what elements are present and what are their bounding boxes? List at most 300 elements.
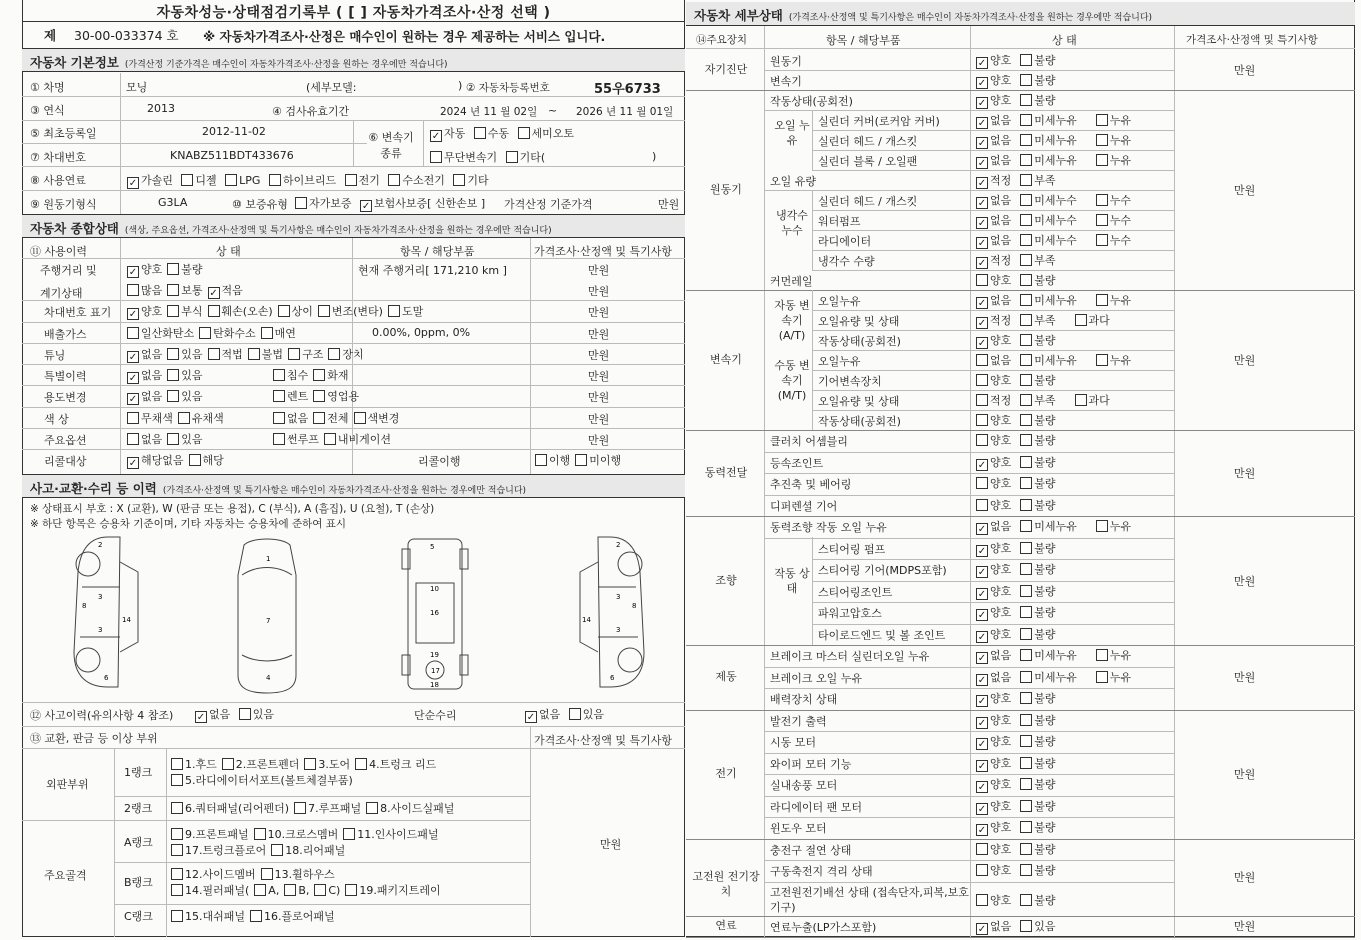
usage-row-4-checkbox[interactable] xyxy=(167,348,179,360)
device-group-label: 동력전달 xyxy=(704,466,748,479)
detail-item-label: 시동 모터 xyxy=(770,736,817,749)
detail-state-checkbox[interactable] xyxy=(1020,606,1032,618)
usage-row-2-option-label: 훼손(오손) xyxy=(221,305,273,318)
usage-row-9-option-label: 해당 xyxy=(202,454,224,467)
usage-row-4-checkbox[interactable] xyxy=(328,348,340,360)
rank-label: 2랭크 xyxy=(124,802,153,815)
usage-row-price-unit: 만원 xyxy=(588,434,610,447)
detail-state-checkbox[interactable] xyxy=(1020,585,1032,597)
warranty-self-label: 자가보증 xyxy=(309,197,352,210)
detail-state-label: 양호 xyxy=(990,54,1012,67)
detail-state-checkbox[interactable]: ✓ xyxy=(977,545,987,557)
usage-row-7-b-checkbox[interactable] xyxy=(354,412,366,424)
reg-no: 55우6733 xyxy=(594,82,661,97)
detail-state-checkbox[interactable] xyxy=(1020,114,1032,126)
usage-row-4-checkbox[interactable] xyxy=(288,348,300,360)
warranty-self-checkbox[interactable] xyxy=(295,197,307,209)
detail-state-checkbox[interactable] xyxy=(1096,649,1108,661)
rank-3-items2-checkbox[interactable] xyxy=(314,884,326,896)
usage-row-1-checkbox[interactable] xyxy=(127,284,139,296)
usage-row-2-checkbox[interactable] xyxy=(208,305,220,317)
col-detail-state: 상 태 xyxy=(1052,34,1077,47)
usage-row-9-checkbox[interactable] xyxy=(189,454,201,466)
cert-number: 30-00-033374 호 xyxy=(74,28,179,43)
usage-row-0-option-label: 불량 xyxy=(181,263,203,276)
usage-row-8-checkbox[interactable] xyxy=(127,433,139,445)
detail-state-label: 양호 xyxy=(990,477,1012,490)
usage-row-2-option-label: 변조(변타) xyxy=(331,305,383,318)
detail-item-label: 변속기 xyxy=(770,75,802,88)
svg-text:8: 8 xyxy=(632,602,637,610)
detail-state-label: 과다 xyxy=(1088,394,1110,407)
detail-state-options xyxy=(971,540,1060,557)
usage-row-5-b-option-label: 침수 xyxy=(287,369,309,382)
detail-state-label: 미세누유 xyxy=(1034,670,1077,684)
fuel-hydrogen-checkbox[interactable] xyxy=(388,174,400,186)
detail-state-checkbox[interactable] xyxy=(976,414,988,426)
usage-row-4-checkbox[interactable] xyxy=(208,348,220,360)
detail-state-checkbox[interactable] xyxy=(1020,354,1032,366)
detail-state-checkbox[interactable] xyxy=(1020,414,1032,426)
detail-state-checkbox[interactable] xyxy=(1020,920,1032,932)
col-detail-item: 항목 / 해당부품 xyxy=(826,34,901,47)
usage-row-2-checkbox[interactable] xyxy=(388,305,400,317)
detail-state-checkbox[interactable]: ✓ xyxy=(977,760,987,772)
usage-row-5-checkbox[interactable]: ✓ xyxy=(128,373,138,384)
rank-3-items2-checkbox[interactable] xyxy=(345,884,357,896)
trans-auto-checkbox[interactable]: ✓ xyxy=(431,131,441,142)
detail-state-checkbox[interactable] xyxy=(1020,254,1032,266)
simple-none-checkbox[interactable]: ✓ xyxy=(526,712,536,723)
detail-item-label: 타이로드엔드 및 볼 조인트 xyxy=(818,628,946,642)
detail-state-checkbox[interactable]: ✓ xyxy=(977,258,987,269)
usage-row-4-option-label: 적법 xyxy=(221,348,243,361)
detail-state-checkbox[interactable] xyxy=(1020,54,1032,66)
detail-state-checkbox[interactable] xyxy=(1020,649,1032,661)
rank-2-items2-checkbox[interactable] xyxy=(171,844,183,856)
detail-state-label: 누유 xyxy=(1109,154,1132,167)
fuel-options xyxy=(122,172,489,189)
usage-row-1-option-label: 많음 xyxy=(141,284,163,297)
detail-state-checkbox[interactable]: ✓ xyxy=(977,98,987,109)
usage-row-4-checkbox[interactable] xyxy=(248,348,260,360)
detail-state-checkbox[interactable] xyxy=(1020,628,1032,640)
detail-state-label: 불량 xyxy=(1034,455,1056,469)
usage-row-6-checkbox[interactable]: ✓ xyxy=(128,394,138,405)
usage-row-5-b-checkbox[interactable] xyxy=(273,369,285,381)
rank-3-items2-checkbox[interactable] xyxy=(284,884,296,896)
detail-state-label: 부족 xyxy=(1034,394,1056,407)
detail-state-checkbox[interactable] xyxy=(1020,74,1032,86)
detail-state-checkbox[interactable]: ✓ xyxy=(977,218,987,229)
detail-state-checkbox[interactable]: ✓ xyxy=(977,459,987,471)
fuel-lpg-checkbox[interactable] xyxy=(225,174,237,186)
detail-state-options xyxy=(971,561,1060,578)
detail-item-label: 파워고압호스 xyxy=(818,607,882,620)
usage-row-2-checkbox[interactable] xyxy=(278,305,290,317)
detail-state-checkbox[interactable] xyxy=(976,274,988,286)
rank-2-items2-checkbox[interactable] xyxy=(271,844,283,856)
usage-row-2-checkbox[interactable]: ✓ xyxy=(128,309,138,320)
fuel-gasoline-checkbox[interactable]: ✓ xyxy=(128,178,138,189)
detail-state-label: 양호 xyxy=(990,455,1012,469)
detail-state-checkbox[interactable]: ✓ xyxy=(977,338,987,349)
detail-state-checkbox[interactable]: ✓ xyxy=(977,588,987,600)
usage-row-7-checkbox[interactable] xyxy=(178,412,190,424)
rank-0-items-checkbox[interactable] xyxy=(355,758,367,770)
detail-state-label: 불량 xyxy=(1034,778,1056,791)
detail-state-checkbox[interactable] xyxy=(1096,234,1108,246)
usage-row-0-checkbox[interactable]: ✓ xyxy=(128,267,138,278)
usage-row-5-b xyxy=(268,367,349,383)
detail-state-label: 부족 xyxy=(1034,254,1056,267)
usage-row-label: 계기상태 xyxy=(40,287,83,300)
detail-state-checkbox[interactable]: ✓ xyxy=(977,610,987,621)
detail-state-checkbox[interactable]: ✓ xyxy=(977,674,987,686)
valid-from: 2024 년 11 월 02일 xyxy=(440,106,538,118)
detail-state-label: 없음 xyxy=(990,670,1012,684)
detail-state-checkbox[interactable] xyxy=(1020,314,1032,326)
accident-yes-checkbox[interactable] xyxy=(239,708,251,720)
detail-state-checkbox[interactable] xyxy=(976,864,988,876)
detail-item-label: 오일 유량 xyxy=(770,175,817,188)
usage-row-label: 리콜대상 xyxy=(44,455,87,468)
notice: ※ 자동차가격조사·산정은 매수인이 원하는 경우 제공하는 서비스 입니다. xyxy=(203,29,606,44)
detail-state-checkbox[interactable] xyxy=(1020,456,1032,468)
rank-2-items-checkbox[interactable] xyxy=(343,828,355,840)
detail-state-options xyxy=(971,733,1060,750)
rank-2-items-option-label: 9.프론트패널 xyxy=(185,828,249,841)
detail-state-checkbox[interactable] xyxy=(1020,374,1032,386)
usage-row-price-unit: 만원 xyxy=(588,328,610,341)
usage-row-6-b-checkbox[interactable] xyxy=(273,390,285,402)
rank-1-items xyxy=(166,800,454,816)
detail-state-checkbox[interactable] xyxy=(976,477,988,489)
usage-row-label: 튜닝 xyxy=(44,349,66,362)
sub-group-label: 냉각수 누수 xyxy=(776,209,808,237)
detail-state-checkbox[interactable]: ✓ xyxy=(977,717,987,729)
svg-text:5: 5 xyxy=(430,543,435,551)
detail-state-label: 불량 xyxy=(1034,692,1056,705)
detail-state-checkbox[interactable] xyxy=(976,374,988,386)
detail-state-checkbox[interactable] xyxy=(1096,114,1108,126)
usage-row-8-b-checkbox[interactable] xyxy=(324,433,336,445)
usage-row-5 xyxy=(122,367,203,384)
detail-state-checkbox[interactable]: ✓ xyxy=(977,923,987,935)
rank-0-items-option-label: 3.도어 xyxy=(318,758,351,771)
detail-state-checkbox[interactable] xyxy=(1020,394,1032,406)
detail-state-checkbox[interactable] xyxy=(1075,314,1087,326)
detail-state-checkbox[interactable]: ✓ xyxy=(977,631,987,643)
detail-state-checkbox[interactable] xyxy=(976,354,988,366)
rank-3-items-option-label: 12.사이드멤버 xyxy=(185,868,256,881)
usage-row-7-checkbox[interactable] xyxy=(127,412,139,424)
detail-state-checkbox[interactable] xyxy=(1075,394,1087,406)
detail-state-checkbox[interactable] xyxy=(1020,294,1032,306)
usage-row-8-checkbox[interactable] xyxy=(167,433,179,445)
detail-state-checkbox[interactable]: ✓ xyxy=(977,653,987,664)
recall-done-checkbox[interactable] xyxy=(575,454,587,466)
rank-4-items-checkbox[interactable] xyxy=(250,910,262,922)
usage-row-5-option-label: 없음 xyxy=(141,369,163,382)
detail-state-checkbox[interactable]: ✓ xyxy=(977,739,987,750)
detail-state-checkbox[interactable]: ✓ xyxy=(977,803,987,815)
detail-state-checkbox[interactable] xyxy=(1020,821,1032,833)
usage-row-8-b xyxy=(268,431,391,447)
usage-row-2-checkbox[interactable] xyxy=(318,305,330,317)
detail-item-label: 구동축전지 격리 상태 xyxy=(770,865,873,878)
usage-row-2 xyxy=(122,303,423,320)
detail-state-checkbox[interactable] xyxy=(1020,843,1032,855)
accident-none-checkbox[interactable]: ✓ xyxy=(196,712,206,723)
rank-3-items2-option-label: 19.패키지트레이 xyxy=(359,884,441,897)
detail-item-label: 오일유량 및 상태 xyxy=(818,395,900,408)
usage-row-3-checkbox[interactable] xyxy=(127,327,139,339)
detail-state-checkbox[interactable] xyxy=(1096,671,1108,683)
detail-state-checkbox[interactable] xyxy=(976,499,988,511)
usage-row-price-unit: 만원 xyxy=(588,349,610,362)
detail-state-checkbox[interactable] xyxy=(1096,520,1108,532)
usage-row-4-option-label: 장치 xyxy=(342,348,364,361)
detail-state-checkbox[interactable]: ✓ xyxy=(977,138,987,149)
detail-state-checkbox[interactable] xyxy=(1096,154,1108,166)
usage-row-0-checkbox[interactable] xyxy=(167,263,179,275)
usage-row-label: 색 상 xyxy=(44,413,69,426)
detail-state-checkbox[interactable]: ✓ xyxy=(977,238,987,249)
detail-state-checkbox[interactable] xyxy=(1096,354,1108,366)
detail-state-checkbox[interactable] xyxy=(976,843,988,855)
usage-row-2-option-label: 양호 xyxy=(141,305,163,318)
svg-text:3: 3 xyxy=(98,626,103,634)
usage-row-7-option-label: 유채색 xyxy=(191,412,224,425)
trans-semi-checkbox[interactable] xyxy=(518,127,530,139)
usage-row-5-b-option-label: 화재 xyxy=(327,369,349,382)
detail-state-options xyxy=(971,918,1060,935)
detail-state-checkbox[interactable] xyxy=(1020,334,1032,346)
usage-row-3-option-label: 일산화탄소 xyxy=(141,327,195,340)
detail-state-checkbox[interactable]: ✓ xyxy=(977,178,987,189)
trans-options2 xyxy=(425,149,545,165)
accident-history-label: ⑫ 사고이력(유의사항 4 참조) xyxy=(30,709,174,722)
detail-state-label: 없음 xyxy=(990,134,1012,147)
detail-state-label: 미세누수 xyxy=(1034,194,1077,207)
detail-state-checkbox[interactable] xyxy=(1020,194,1032,206)
detail-item-label: 와이퍼 모터 기능 xyxy=(770,757,852,771)
trans-manual-checkbox[interactable] xyxy=(474,127,486,139)
detail-state-label: 불량 xyxy=(1034,414,1056,427)
detail-state-checkbox[interactable] xyxy=(1020,214,1032,226)
usage-row-5-b-checkbox[interactable] xyxy=(313,369,325,381)
detail-state-checkbox[interactable] xyxy=(1020,174,1032,186)
detail-state-checkbox[interactable] xyxy=(1096,194,1108,206)
detail-state-checkbox[interactable] xyxy=(1020,778,1032,790)
detail-state-label: 양호 xyxy=(990,799,1012,813)
detail-state-checkbox[interactable] xyxy=(976,894,988,906)
detail-state-label: 적정 xyxy=(990,254,1012,267)
detail-state-checkbox[interactable] xyxy=(1020,714,1032,726)
detail-state-checkbox[interactable] xyxy=(1096,134,1108,146)
detail-state-checkbox[interactable] xyxy=(1096,214,1108,226)
svg-text:8: 8 xyxy=(82,602,87,610)
detail-state-label: 양호 xyxy=(990,735,1012,748)
device-group-label: 자기진단 xyxy=(704,63,748,76)
rank-0-items-checkbox[interactable] xyxy=(171,758,183,770)
detail-state-checkbox[interactable]: ✓ xyxy=(977,118,987,129)
detail-state-checkbox[interactable]: ✓ xyxy=(977,58,987,69)
usage-row-2-option-label: 부식 xyxy=(181,305,203,318)
detail-item-label: 충전구 절연 상태 xyxy=(770,843,852,857)
usage-row-1-checkbox[interactable] xyxy=(167,284,179,296)
accident-yes-label: 있음 xyxy=(252,708,275,721)
detail-state-label: 불량 xyxy=(1034,713,1056,727)
usage-row-6-checkbox[interactable] xyxy=(167,390,179,402)
detail-state-checkbox[interactable] xyxy=(1096,294,1108,306)
usage-row-label: 차대번호 표기 xyxy=(44,306,112,319)
rank-3-items-checkbox[interactable] xyxy=(261,868,273,880)
usage-row-6-b-checkbox[interactable] xyxy=(313,390,325,402)
detail-state-checkbox[interactable]: ✓ xyxy=(977,298,987,309)
detail-state-checkbox[interactable]: ✓ xyxy=(977,198,987,209)
label-car-name: ① 차명 xyxy=(30,81,65,94)
device-group-label: 조향 xyxy=(715,573,737,587)
warranty-insurer-checkbox[interactable]: ✓ xyxy=(361,201,371,212)
detail-state-checkbox[interactable] xyxy=(1020,671,1032,683)
detail-item-label: 동력조향 작동 오일 누유 xyxy=(770,521,887,534)
rank-3-items2-checkbox[interactable] xyxy=(254,884,266,896)
detail-state-checkbox[interactable] xyxy=(1020,94,1032,106)
rank-0-items-checkbox[interactable] xyxy=(304,758,316,770)
rank-1-items-checkbox[interactable] xyxy=(171,802,183,814)
usage-row-label: 주행거리 및 xyxy=(40,264,97,277)
fuel-diesel-checkbox[interactable] xyxy=(181,174,193,186)
sub-group-label: 작동 상태 xyxy=(774,567,810,595)
detail-state-checkbox[interactable] xyxy=(976,394,988,406)
usage-row-3-checkbox[interactable] xyxy=(261,327,273,339)
detail-state-checkbox[interactable]: ✓ xyxy=(977,78,987,89)
car-underbody-diagram xyxy=(400,535,470,695)
detail-state-options xyxy=(971,292,1135,309)
detail-state-checkbox[interactable] xyxy=(1020,542,1032,554)
usage-row-7-b-checkbox[interactable] xyxy=(313,412,325,424)
detail-state-checkbox[interactable] xyxy=(1020,800,1032,812)
detail-state-options xyxy=(971,626,1060,643)
rank-0-items-checkbox[interactable] xyxy=(222,758,234,770)
detail-state-label: 불량 xyxy=(1034,864,1056,877)
rank-3-items2-checkbox[interactable] xyxy=(171,884,183,896)
rank-2-items-checkbox[interactable] xyxy=(254,828,266,840)
detail-state-checkbox[interactable]: ✓ xyxy=(977,825,987,836)
detail-state-checkbox[interactable]: ✓ xyxy=(977,318,987,329)
detail-state-label: 누유 xyxy=(1109,134,1132,147)
usage-row-5-checkbox[interactable] xyxy=(167,369,179,381)
detail-state-label: 불량 xyxy=(1034,498,1056,512)
detail-state-checkbox[interactable] xyxy=(1020,154,1032,166)
device-group-price-unit: 만원 xyxy=(1234,64,1256,77)
detail-item-label: 작동상태(공회전) xyxy=(770,95,853,108)
detail-state-checkbox[interactable] xyxy=(1020,692,1032,704)
fuel-hybrid-checkbox[interactable] xyxy=(269,174,281,186)
rank-0-items2-checkbox[interactable] xyxy=(171,774,183,786)
detail-state-label: 불량 xyxy=(1034,842,1056,856)
detail-state-checkbox[interactable] xyxy=(1020,864,1032,876)
reg-no-label: ② 자동차등록번호 xyxy=(466,82,550,94)
detail-state-checkbox[interactable] xyxy=(1020,274,1032,286)
detail-state-checkbox[interactable]: ✓ xyxy=(977,567,987,578)
detail-state-label: 양호 xyxy=(990,821,1012,834)
warranty-label: ⑩ 보증유형 xyxy=(232,198,288,211)
car-top-diagram xyxy=(232,535,302,695)
detail-state-label: 불량 xyxy=(1034,274,1056,287)
detail-item-label: 냉각수 수량 xyxy=(818,255,875,268)
detail-state-checkbox[interactable] xyxy=(1020,735,1032,747)
detail-state-label: 양호 xyxy=(990,692,1012,705)
usage-row-3 xyxy=(122,325,296,341)
trans-other-checkbox[interactable] xyxy=(506,151,518,163)
trans-cvt-checkbox[interactable] xyxy=(430,151,442,163)
detail-state-checkbox[interactable]: ✓ xyxy=(977,696,987,707)
fuel-diesel-label: 디젤 xyxy=(195,174,217,187)
detail-state-options xyxy=(971,372,1060,388)
detail-state-options xyxy=(971,312,1114,329)
trans-close: ) xyxy=(652,150,657,163)
accident-header xyxy=(22,474,685,498)
usage-row-1-checkbox[interactable]: ✓ xyxy=(209,288,218,299)
detail-state-checkbox[interactable] xyxy=(1020,234,1032,246)
usage-row-3-checkbox[interactable] xyxy=(199,327,211,339)
detail-state-checkbox[interactable] xyxy=(976,434,988,446)
usage-row-8-b-checkbox[interactable] xyxy=(273,433,285,445)
trans-cvt-label: 무단변속기 xyxy=(444,151,498,164)
detail-state-checkbox[interactable] xyxy=(1020,434,1032,446)
usage-row-2-checkbox[interactable] xyxy=(167,305,179,317)
detail-state-checkbox[interactable] xyxy=(1020,520,1032,532)
usage-row-6-b-option-label: 영업용 xyxy=(327,390,360,403)
usage-row-7-b-checkbox[interactable] xyxy=(273,412,285,424)
detail-state-checkbox[interactable]: ✓ xyxy=(977,782,987,793)
rank-4-items-checkbox[interactable] xyxy=(171,910,183,922)
detail-state-checkbox[interactable] xyxy=(1020,134,1032,146)
simple-yes-checkbox[interactable] xyxy=(569,708,581,720)
usage-row-4-checkbox[interactable]: ✓ xyxy=(128,352,138,363)
rank-2-items-checkbox[interactable] xyxy=(171,828,183,840)
fuel-electric-checkbox[interactable] xyxy=(345,174,357,186)
recall-done-checkbox[interactable] xyxy=(535,454,547,466)
detail-item-label: 실내송풍 모터 xyxy=(770,779,838,792)
rank-1-items-checkbox[interactable] xyxy=(366,802,378,814)
usage-row-0 xyxy=(122,261,203,278)
detail-state-checkbox[interactable]: ✓ xyxy=(977,158,987,169)
exchange-price-unit: 만원 xyxy=(600,838,622,851)
rank-4-items-option-label: 16.플로어패널 xyxy=(264,910,335,923)
rank-0-items2-option-label: 5.라디에이터서포트(볼트체결부품) xyxy=(185,774,353,787)
detail-state-checkbox[interactable]: ✓ xyxy=(977,524,987,535)
rank-1-items-checkbox[interactable] xyxy=(294,802,306,814)
detail-state-checkbox[interactable] xyxy=(1020,563,1032,575)
detail-state-label: 없음 xyxy=(990,114,1012,127)
fuel-other-checkbox[interactable] xyxy=(453,174,465,186)
detail-item-label: 고전원전기배선 상태 (접속단자,피복,보호기구) xyxy=(770,885,969,914)
detail-state-checkbox[interactable] xyxy=(1020,894,1032,906)
usage-row-5-option-label: 있음 xyxy=(181,369,203,382)
detail-item-label: 브레이크 오일 누유 xyxy=(770,671,863,685)
detail-state-checkbox[interactable] xyxy=(1020,477,1032,489)
usage-row-9-checkbox[interactable]: ✓ xyxy=(128,458,138,469)
detail-state-label: 미세누유 xyxy=(1034,114,1077,127)
detail-state-checkbox[interactable] xyxy=(1020,757,1032,769)
detail-state-label: 불량 xyxy=(1034,584,1056,598)
detail-state-checkbox[interactable] xyxy=(1020,499,1032,511)
rank-3-items-checkbox[interactable] xyxy=(171,868,183,880)
